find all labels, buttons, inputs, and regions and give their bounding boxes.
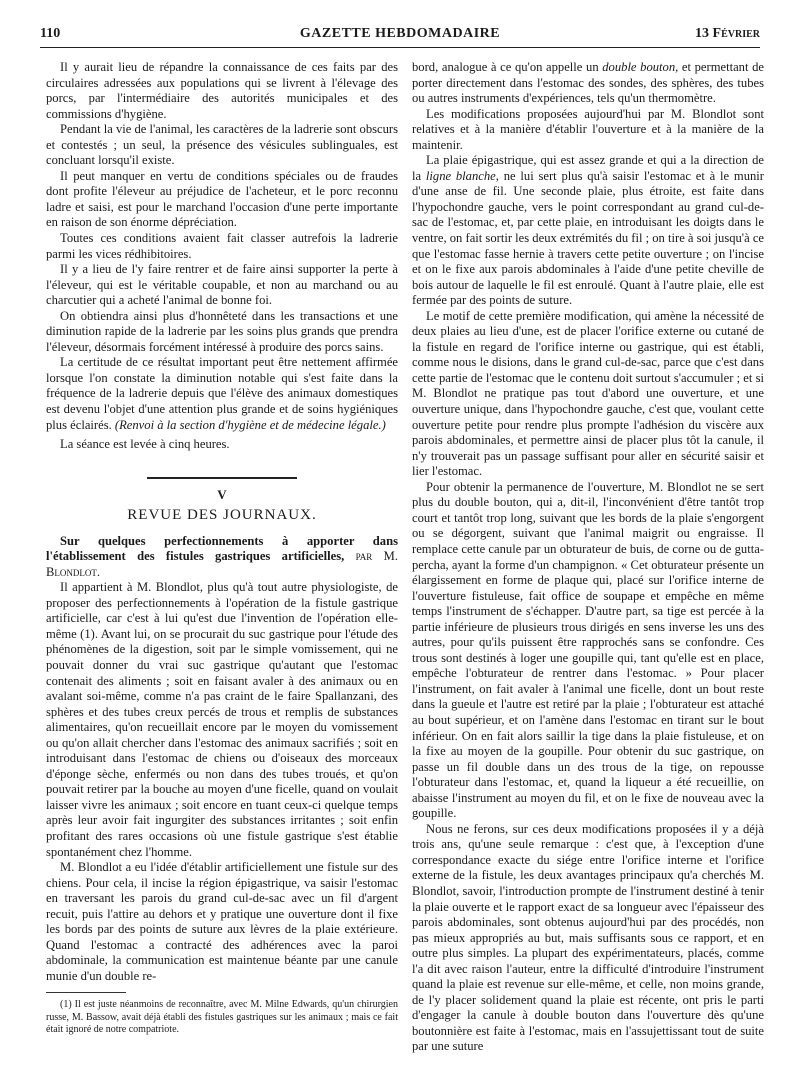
cross-reference: (Renvoi à la section d'hygiène et de médecine légale.) xyxy=(114,417,386,432)
paragraph-text: , et permettant de porter directement dans l'estomac des sondes, des sphères, des tubes ou autres instruments d'expériences, tels qu'un thermomètre. xyxy=(412,60,764,106)
right-column xyxy=(412,60,764,1055)
paragraph xyxy=(412,60,764,107)
italic-term: ligne blanche xyxy=(425,168,496,183)
paragraph-text: bord, analogue à ce qu'on appelle un xyxy=(412,60,599,74)
paragraph: M. Blondlot a eu l'idée d'établir artificiellement une fistule sur des chiens. Pour cela, il incise la région épigastrique, va saisir l'estomac en traversant les parois du grand cul-de-sac avec un fil d'argent recuit, puis l'attire au dehors et y pratique une ouverture dont il fixe les bords par des points de suture aux lèvres de la plaie extérieure. Quand l'estomac a contracté des adhérences avec la paroi abdominale, la communication est maintenue béante par une canule munie d'un double re- xyxy=(46,860,398,983)
header-rule xyxy=(40,47,760,48)
paragraph-text: La plaie épigastrique, qui est assez grande et qui a la direction de la xyxy=(412,153,764,183)
article-title xyxy=(46,534,398,581)
section-separator xyxy=(147,477,297,479)
italic-term: double bouton xyxy=(602,60,676,74)
paragraph: Les modifications proposées aujourd'hui par M. Blondlot sont relatives et à la manière d'établir l'ouverture et à la manière de la maintenir. xyxy=(412,106,764,152)
paragraph: Pour obtenir la permanence de l'ouverture, M. Blondlot ne se sert plus du double bouton, qui a, dit-il, l'inconvénient d'être tantôt trop court et tantôt trop long, suivant que les bords de la plaie s'engorgent ou se dégorgent, suivant que l'animal maigrit ou engraisse. Il remplace cette canule par un obturateur de buis, de corne ou de gutta-percha, ayant la forme d'un champignon. « Cet obturateur présente un élargissement en forme de plaque qui, placé sur l'orifice interne de l'ouverture fistuleuse, fait office de soupape et empêche en même temps l'instrument de s'échapper. D'autre part, sa tige est percée à la partie inférieure de plusieurs trous dirigés en sens inverse les uns des autres, pour qu'ils puissent être rapprochés sans se confondre. Ces trous sont destinés à loger une goupille qui, tant qu'elle est en place, empêche l'obturateur de rentrer dans l'estomac. » Pour placer l'instrument, on fait avaler à l'animal une ficelle, dont un bout reste dans la gueule et l'autre est retiré par la plaie ; l'obturateur est attaché au bout supérieur, et on l'amène dans l'estomac en tirant sur le bout inférieur. On en fait alors saillir la tige dans la plaie fistuleuse, et on la fixe au moyen de la goupille. Pour obtenir du suc gastrique, on passe un fil double dans un des trous de la tige, on repousse l'obturateur dans l'estomac, et, quand la liqueur a été recueillie, on abaisse l'instrument au moyen du fil, et on le fixe de nouveau avec la goupille. xyxy=(412,479,764,821)
paragraph: Nous ne ferons, sur ces deux modifications proposées il y a déjà trois ans, qu'une seule remarque : c'est que, à l'exception d'une correspondance exacte du siége entre l'orifice interne et l'orifice externe de la fistule, les deux avantages principaux qu'a cherchés M. Blondlot, savoir, l'introduction prompte de l'instrument destiné à tenir la plaie ouverte et le rapport exact de sa longueur avec l'épaisseur des parois abdominales, sont obtenus aujourd'hui par des procédés, non pas mieux appropriés au but, mais suffisants sous ce rapport, et en outre plus simples. La plupart des expérimentateurs, placés, comme l'a dit avec raison l'auteur, entre la difficulté d'introduire l'instrument quand la plaie est revenue sur elle-même, et celle, non moins grande, de l'y placer solidement quand la plaie est récente, ont pris le parti d'engager la canule à double bouton dans l'ouverture dès qu'une boutonnière est faite à l'estomac, mais en l'assujettissant tout de suite par une suture xyxy=(412,821,764,1054)
paragraph: On obtiendra ainsi plus d'honnêteté dans les transactions et une diminution rapide de la ladrerie par les soins plus grands que prendra l'éleveur, désormais forcément intéressé à produire des porcs sains. xyxy=(46,308,398,354)
section-title: REVUE DES JOURNAUX. xyxy=(127,507,317,524)
article-author: par M. Blondlot. xyxy=(46,549,398,579)
article-title-text: Sur quelques perfectionnements à apporter dans l'établissement des fistules gastriques artificielles, xyxy=(46,533,398,564)
paragraph xyxy=(412,153,764,308)
paragraph: Il peut manquer en vertu de conditions spéciales ou de fraudes dont profite l'éleveur au préjudice de l'acheteur, et le porc reconnu ladre et saisi, est pour le marchand l'occasion d'une perte importante en raison de son énorme dépréciation. xyxy=(46,168,398,230)
paragraph: Pendant la vie de l'animal, les caractères de la ladrerie sont obscurs et contestés ; un seul, la présence des vésicules sublinguales, est concluant lorsqu'il existe. xyxy=(46,122,398,168)
paragraph: Il appartient à M. Blondlot, plus qu'à tout autre physiologiste, de proposer des perfectionnements à l'opération de la fistule gastrique artificielle, car c'est à lui qu'est due l'invention de l'opération elle-même (1). Avant lui, on se procurait du suc gastrique pour l'étude des phénomènes de la digestion, soit par le simple vomissement, qui ne pouvait donner du vrai suc gastrique qu'autant que l'estomac contenait des aliments ; soit en faisant avaler à des animaux ou en avalant soi-même, comme n'a pas craint de le faire Spallanzani, des sphères et des tubes creux percés de trous et remplis de substances alimentaires, qu'on recueillait encore par le moyen du vomissement ou qu'on allait chercher dans l'estomac des animaux sacrifiés ; soit en introduisant dans l'estomac de chiens ou d'oiseaux des morceaux d'éponge sèche, enfermés ou non dans des tubes troués, et qu'on pouvait retirer par la bouche au moyen d'une ficelle, quand on voulait laisser vivre les animaux ; soit encore en tuant ceux-ci quelque temps après leur avoir fait ingurgiter des substances irritantes ; soit enfin profitant des rares occasions où une fistule gastrique s'est établie spontanément chez l'homme. xyxy=(46,580,398,859)
paragraph: Il y aurait lieu de répandre la connaissance de ces faits par des circulaires adressées aux populations qui se livrent à l'élevage des porcs, par l'intermédiaire des autorités municipales et des commissions d'hygiène. xyxy=(46,60,398,121)
running-header xyxy=(40,26,760,48)
journal-title: GAZETTE HEBDOMADAIRE xyxy=(299,26,501,41)
paragraph-text: , ne lui sert plus qu'à saisir l'estomac et à le munir d'une anse de fil. Une seconde plaie, plus étroite, est faite dans l'hypochondre gauche, vers le point correspondant au grand cul-de-sac de l'estomac, et, par cette plaie, en introduisant les doigts dans le ventre, on fait sortir les deux extrémités du fil ; on tire à soi jusqu'à ce que l'estomac fasse hernie à travers cette petite ouverture ; on l'incise et on le fixe aux parois abdominales à l'aide d'une petite cheville de bois autour de laquelle le fil est enroulé. Quant à l'autre plaie, elle est fermée par des points de suture. xyxy=(412,168,764,308)
paragraph: La séance est levée à cinq heures. xyxy=(60,437,230,452)
paragraph xyxy=(46,355,398,433)
footnote: (1) Il est juste néanmoins de reconnaître, avec M. Milne Edwards, qu'un chirurgien russe, M. Bassow, avait déjà établi des fistules gastriques sur les animaux ; mais ce fait était ignoré de notre compatriote. xyxy=(46,999,398,1036)
paragraph: Toutes ces conditions avaient fait classer autrefois la ladrerie parmi les vices rédhibitoires. xyxy=(46,231,398,261)
section-number: V xyxy=(217,486,227,502)
paragraph: Il y a lieu de l'y faire rentrer et de faire ainsi supporter la perte à l'éleveur, qui est le véritable coupable, et non au marchand ou au charcutier qui a acheté l'animal de bonne foi. xyxy=(46,262,398,308)
paragraph-text: La certitude de ce résultat important peut être nettement affirmée lorsque l'on constate la diminution notable qui s'est faite dans la fréquence de la ladrerie depuis que l'élève des animaux domestiques est devenu l'objet d'une attention plus grande et de soins hygiéniques plus éclairés. xyxy=(46,355,398,432)
paragraph: Le motif de cette première modification, qui amène la nécessité de deux plaies au lieu d'une, est de placer l'orifice externe ou cutané de la fistule en regard de l'orifice interne ou gastrique, qui est établi, comme nous le disions, dans le grand cul-de-sac, parce que c'est dans cette partie de l'estomac que le contenu doit surtout s'accumuler ; et si M. Blondlot ne pratique pas tout d'abord une ouverture, et une ouverture unique, dans l'hypochondre gauche, c'est que, voulant cette ouverture petite pour rendre plus prompte l'adhésion du viscère aux parois abdominales, et permettre ainsi de placer plus tôt la canule, il n'y trouverait pas un passage suffisant pour aller en sécurité saisir et lier l'estomac. xyxy=(412,308,764,479)
page-number: 110 xyxy=(40,26,61,41)
issue-date: 13 Février xyxy=(695,26,760,41)
footnote-rule xyxy=(46,992,126,993)
left-column xyxy=(46,60,398,1037)
